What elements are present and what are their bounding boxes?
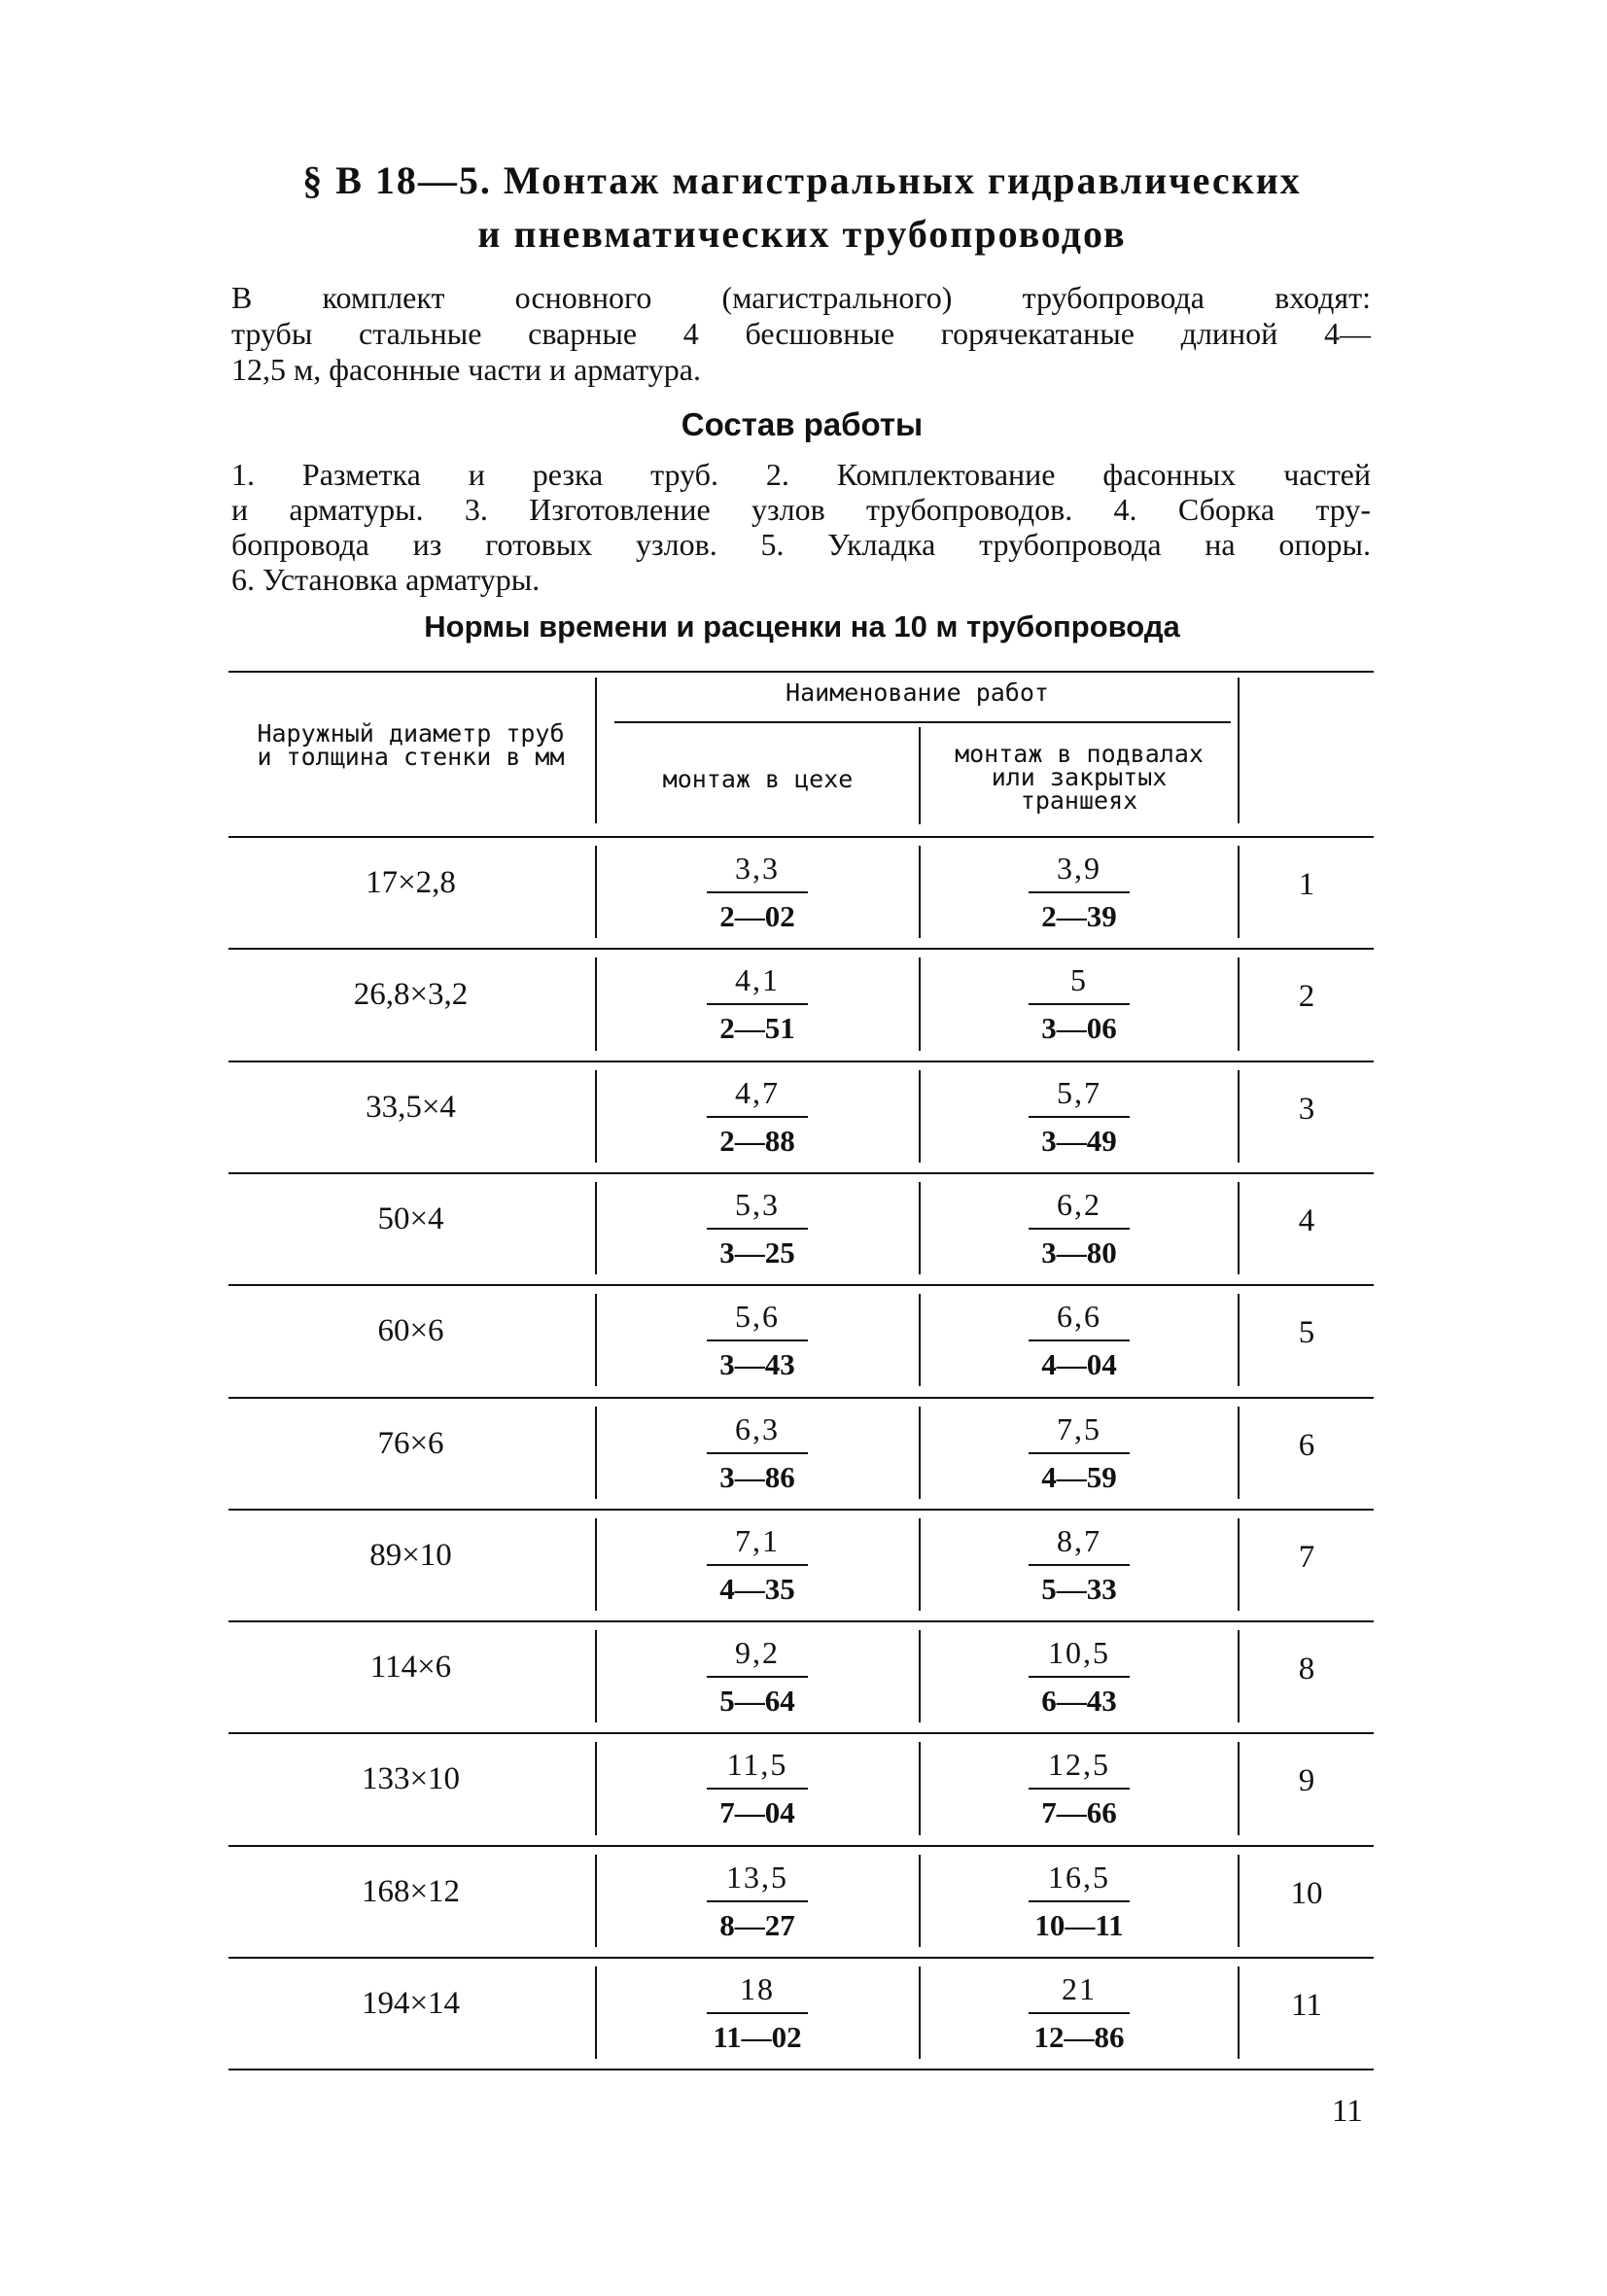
- row-number: 8: [1298, 1652, 1315, 1687]
- shop-norm-cell: [660, 1299, 855, 1382]
- shop-rate: 4—35: [719, 1571, 795, 1606]
- fraction-bar: [707, 2012, 808, 2014]
- fraction-bar: [1029, 1228, 1130, 1230]
- basement-rate: 7—66: [1041, 1795, 1117, 1830]
- shop-norm-cell: [660, 1523, 855, 1607]
- basement-norm-cell: [982, 1411, 1176, 1495]
- row-number: 1: [1298, 867, 1315, 902]
- fraction-bar: [707, 1676, 808, 1678]
- shop-norm-cell: [660, 1187, 855, 1270]
- basement-norm-cell: [982, 1747, 1176, 1830]
- basement-rate: 4—04: [1041, 1347, 1117, 1382]
- shop-rate: 2—88: [719, 1123, 795, 1158]
- fraction-bar: [707, 1452, 808, 1454]
- basement-norm-cell: [982, 962, 1176, 1046]
- basement-time-norm: 8,7: [1057, 1522, 1101, 1558]
- section-title-line-1: § В 18—5. Монтаж магистральных гидравлических: [302, 158, 1302, 202]
- basement-rate: 3—49: [1041, 1123, 1117, 1158]
- fraction-bar: [707, 1228, 808, 1230]
- fraction-bar: [1029, 1003, 1130, 1005]
- header-basement-line-2: или закрытых: [991, 763, 1168, 791]
- pipe-size-cell: 89×10: [369, 1537, 452, 1573]
- basement-norm-cell: [982, 1635, 1176, 1719]
- row-divider-2: [919, 957, 921, 1050]
- work-line-1: 1. Разметка и резка труб. 2. Комплектование фасонных частей: [231, 457, 1371, 492]
- shop-rate: 11—02: [713, 2020, 802, 2054]
- shop-time-norm: 9,2: [735, 1635, 780, 1671]
- shop-norm-cell: [660, 1411, 855, 1495]
- fraction-bar: [707, 1900, 808, 1902]
- basement-norm-cell: [982, 1187, 1176, 1270]
- row-number: 3: [1298, 1091, 1315, 1127]
- work-line-4: 6. Установка арматуры.: [231, 562, 541, 597]
- header-basement-column: [921, 740, 1238, 815]
- fraction-bar: [707, 1116, 808, 1118]
- header-size-line-1: Наружный диаметр труб: [257, 719, 565, 748]
- row-divider-2: [919, 1294, 921, 1386]
- work-composition-heading: Состав работы: [681, 406, 924, 442]
- basement-norm-cell: [982, 1075, 1176, 1159]
- fraction-bar: [707, 1003, 808, 1005]
- row-number: 9: [1298, 1763, 1315, 1799]
- basement-time-norm: 5,7: [1057, 1074, 1101, 1110]
- shop-time-norm: 13,5: [726, 1859, 788, 1895]
- section-title: [233, 154, 1371, 261]
- shop-norm-cell: [660, 1971, 855, 2055]
- pipe-size-cell: 17×2,8: [366, 865, 456, 900]
- header-divider-3: [1238, 678, 1240, 823]
- pipe-size-cell: 76×6: [377, 1425, 444, 1461]
- basement-rate: 5—33: [1041, 1571, 1117, 1606]
- row-divider-1: [595, 1070, 597, 1163]
- row-rule: [228, 1172, 1374, 1174]
- basement-rate: 12—86: [1033, 2020, 1125, 2054]
- page-number: 11: [1332, 2094, 1363, 2129]
- row-divider-1: [595, 1294, 597, 1386]
- shop-norm-cell: [660, 1075, 855, 1159]
- basement-time-norm: 3,9: [1057, 851, 1101, 886]
- basement-rate: 2—39: [1041, 899, 1117, 933]
- section-title-line-2: и пневматических трубопроводов: [477, 212, 1127, 256]
- fraction-bar: [707, 1788, 808, 1790]
- row-divider-1: [595, 1855, 597, 1947]
- basement-time-norm: 21: [1062, 1971, 1097, 2006]
- shop-time-norm: 5,6: [735, 1299, 780, 1335]
- basement-rate: 3—80: [1041, 1235, 1117, 1270]
- row-divider-1: [595, 957, 597, 1050]
- group-header-rule: [614, 721, 1231, 723]
- row-divider-1: [595, 1182, 597, 1274]
- shop-time-norm: 18: [740, 1971, 775, 2006]
- basement-time-norm: 10,5: [1048, 1635, 1110, 1671]
- shop-time-norm: 4,7: [735, 1074, 780, 1110]
- fraction-bar: [1029, 1452, 1130, 1454]
- header-bottom-rule: [228, 836, 1374, 838]
- basement-time-norm: 16,5: [1048, 1859, 1110, 1895]
- basement-norm-cell: [982, 1860, 1176, 1943]
- row-number: 5: [1298, 1315, 1315, 1351]
- row-divider-1: [595, 1966, 597, 2059]
- shop-time-norm: 6,3: [735, 1410, 780, 1446]
- row-divider-1: [595, 1518, 597, 1611]
- row-divider-2: [919, 1070, 921, 1163]
- work-composition-paragraph: [231, 457, 1371, 597]
- row-rule: [228, 1061, 1374, 1062]
- basement-norm-cell: [982, 1299, 1176, 1382]
- shop-norm-cell: [660, 1635, 855, 1719]
- shop-time-norm: 3,3: [735, 851, 780, 886]
- row-divider-2: [919, 1518, 921, 1611]
- header-work-group: Наименование работ: [786, 678, 1049, 707]
- row-number: 4: [1298, 1202, 1315, 1238]
- basement-norm-cell: [982, 1971, 1176, 2055]
- fraction-bar: [1029, 1900, 1130, 1902]
- fraction-bar: [1029, 1339, 1130, 1341]
- row-rule: [228, 1397, 1374, 1399]
- row-divider-2: [919, 1630, 921, 1722]
- shop-rate: 8—27: [719, 1907, 795, 1942]
- shop-norm-cell: [660, 851, 855, 934]
- row-divider-2: [919, 846, 921, 938]
- basement-rate: 6—43: [1041, 1684, 1117, 1719]
- row-rule: [228, 1845, 1374, 1847]
- shop-time-norm: 11,5: [726, 1747, 788, 1783]
- row-rule: [228, 1284, 1374, 1286]
- work-line-2: и арматуры. 3. Изготовление узлов трубопроводов. 4. Сборка тру-: [231, 492, 1371, 527]
- shop-rate: 2—51: [719, 1011, 795, 1046]
- shop-rate: 3—86: [719, 1459, 795, 1494]
- header-size-column: [228, 719, 593, 771]
- fraction-bar: [707, 1564, 808, 1566]
- row-divider-2: [919, 1182, 921, 1274]
- basement-rate: 10—11: [1034, 1907, 1124, 1942]
- basement-time-norm: 6,2: [1057, 1186, 1101, 1222]
- row-rule: [228, 948, 1374, 950]
- pipe-size-cell: 133×10: [361, 1761, 461, 1797]
- intro-line-1: В комплект основного (магистрального) трубопровода входят:: [231, 280, 1371, 315]
- shop-rate: 3—25: [719, 1235, 795, 1270]
- shop-time-norm: 5,3: [735, 1186, 780, 1222]
- intro-line-3: 12,5 м, фасонные части и арматура.: [231, 352, 701, 387]
- fraction-bar: [1029, 1116, 1130, 1118]
- row-number: 10: [1290, 1875, 1323, 1911]
- pipe-size-cell: 60×6: [377, 1313, 444, 1349]
- row-number: 7: [1298, 1539, 1315, 1575]
- pipe-size-cell: 168×12: [361, 1873, 461, 1909]
- basement-time-norm: 12,5: [1048, 1747, 1110, 1783]
- row-rule: [228, 1732, 1374, 1734]
- work-line-3: бопровода из готовых узлов. 5. Укладка трубопровода на опоры.: [231, 527, 1371, 562]
- basement-norm-cell: [982, 851, 1176, 934]
- row-number: 2: [1298, 979, 1315, 1015]
- shop-rate: 5—64: [719, 1684, 795, 1719]
- shop-rate: 2—02: [719, 899, 795, 933]
- shop-norm-cell: [660, 1860, 855, 1943]
- basement-time-norm: 6,6: [1057, 1299, 1101, 1335]
- shop-time-norm: 7,1: [735, 1522, 780, 1558]
- row-divider-1: [595, 1630, 597, 1722]
- intro-line-2: трубы стальные сварные 4 бесшовные горячекатаные длиной 4—: [231, 316, 1371, 351]
- shop-norm-cell: [660, 962, 855, 1046]
- basement-rate: 3—06: [1041, 1011, 1117, 1046]
- row-divider-1: [595, 1742, 597, 1834]
- row-rule: [228, 1620, 1374, 1622]
- intro-paragraph: [231, 280, 1371, 388]
- pipe-size-cell: 114×6: [369, 1650, 452, 1686]
- shop-time-norm: 4,1: [735, 962, 780, 998]
- row-divider-2: [919, 1407, 921, 1499]
- row-rule: [228, 1957, 1374, 1959]
- fraction-bar: [707, 1339, 808, 1341]
- header-size-line-2: и толщина стенки в мм: [257, 743, 565, 771]
- row-divider-2: [919, 1855, 921, 1947]
- header-shop-column: монтаж в цехе: [662, 765, 854, 793]
- table-title: Нормы времени и расценки на 10 м трубопровода: [424, 609, 1180, 644]
- shop-norm-cell: [660, 1747, 855, 1830]
- row-rule: [228, 2069, 1374, 2070]
- table-top-rule: [228, 671, 1374, 673]
- pipe-size-cell: 26,8×3,2: [353, 977, 469, 1013]
- basement-time-norm: 5: [1070, 962, 1088, 998]
- basement-rate: 4—59: [1041, 1459, 1117, 1494]
- basement-norm-cell: [982, 1523, 1176, 1607]
- row-divider-1: [595, 846, 597, 938]
- basement-time-norm: 7,5: [1057, 1410, 1101, 1446]
- shop-rate: 7—04: [719, 1795, 795, 1830]
- shop-rate: 3—43: [719, 1347, 795, 1382]
- row-divider-2: [919, 1742, 921, 1834]
- fraction-bar: [1029, 2012, 1130, 2014]
- row-number: 11: [1291, 1988, 1322, 2023]
- header-basement-line-3: траншеях: [1020, 786, 1138, 815]
- fraction-bar: [1029, 1564, 1130, 1566]
- fraction-bar: [1029, 891, 1130, 893]
- row-divider-2: [919, 1966, 921, 2059]
- row-number: 6: [1298, 1427, 1315, 1463]
- pipe-size-cell: 33,5×4: [366, 1089, 456, 1125]
- fraction-bar: [1029, 1676, 1130, 1678]
- fraction-bar: [707, 891, 808, 893]
- row-rule: [228, 1509, 1374, 1511]
- fraction-bar: [1029, 1788, 1130, 1790]
- row-divider-1: [595, 1407, 597, 1499]
- header-basement-line-1: монтаж в подвалах: [955, 740, 1204, 768]
- pipe-size-cell: 194×14: [361, 1986, 461, 2021]
- pipe-size-cell: 50×4: [377, 1200, 444, 1236]
